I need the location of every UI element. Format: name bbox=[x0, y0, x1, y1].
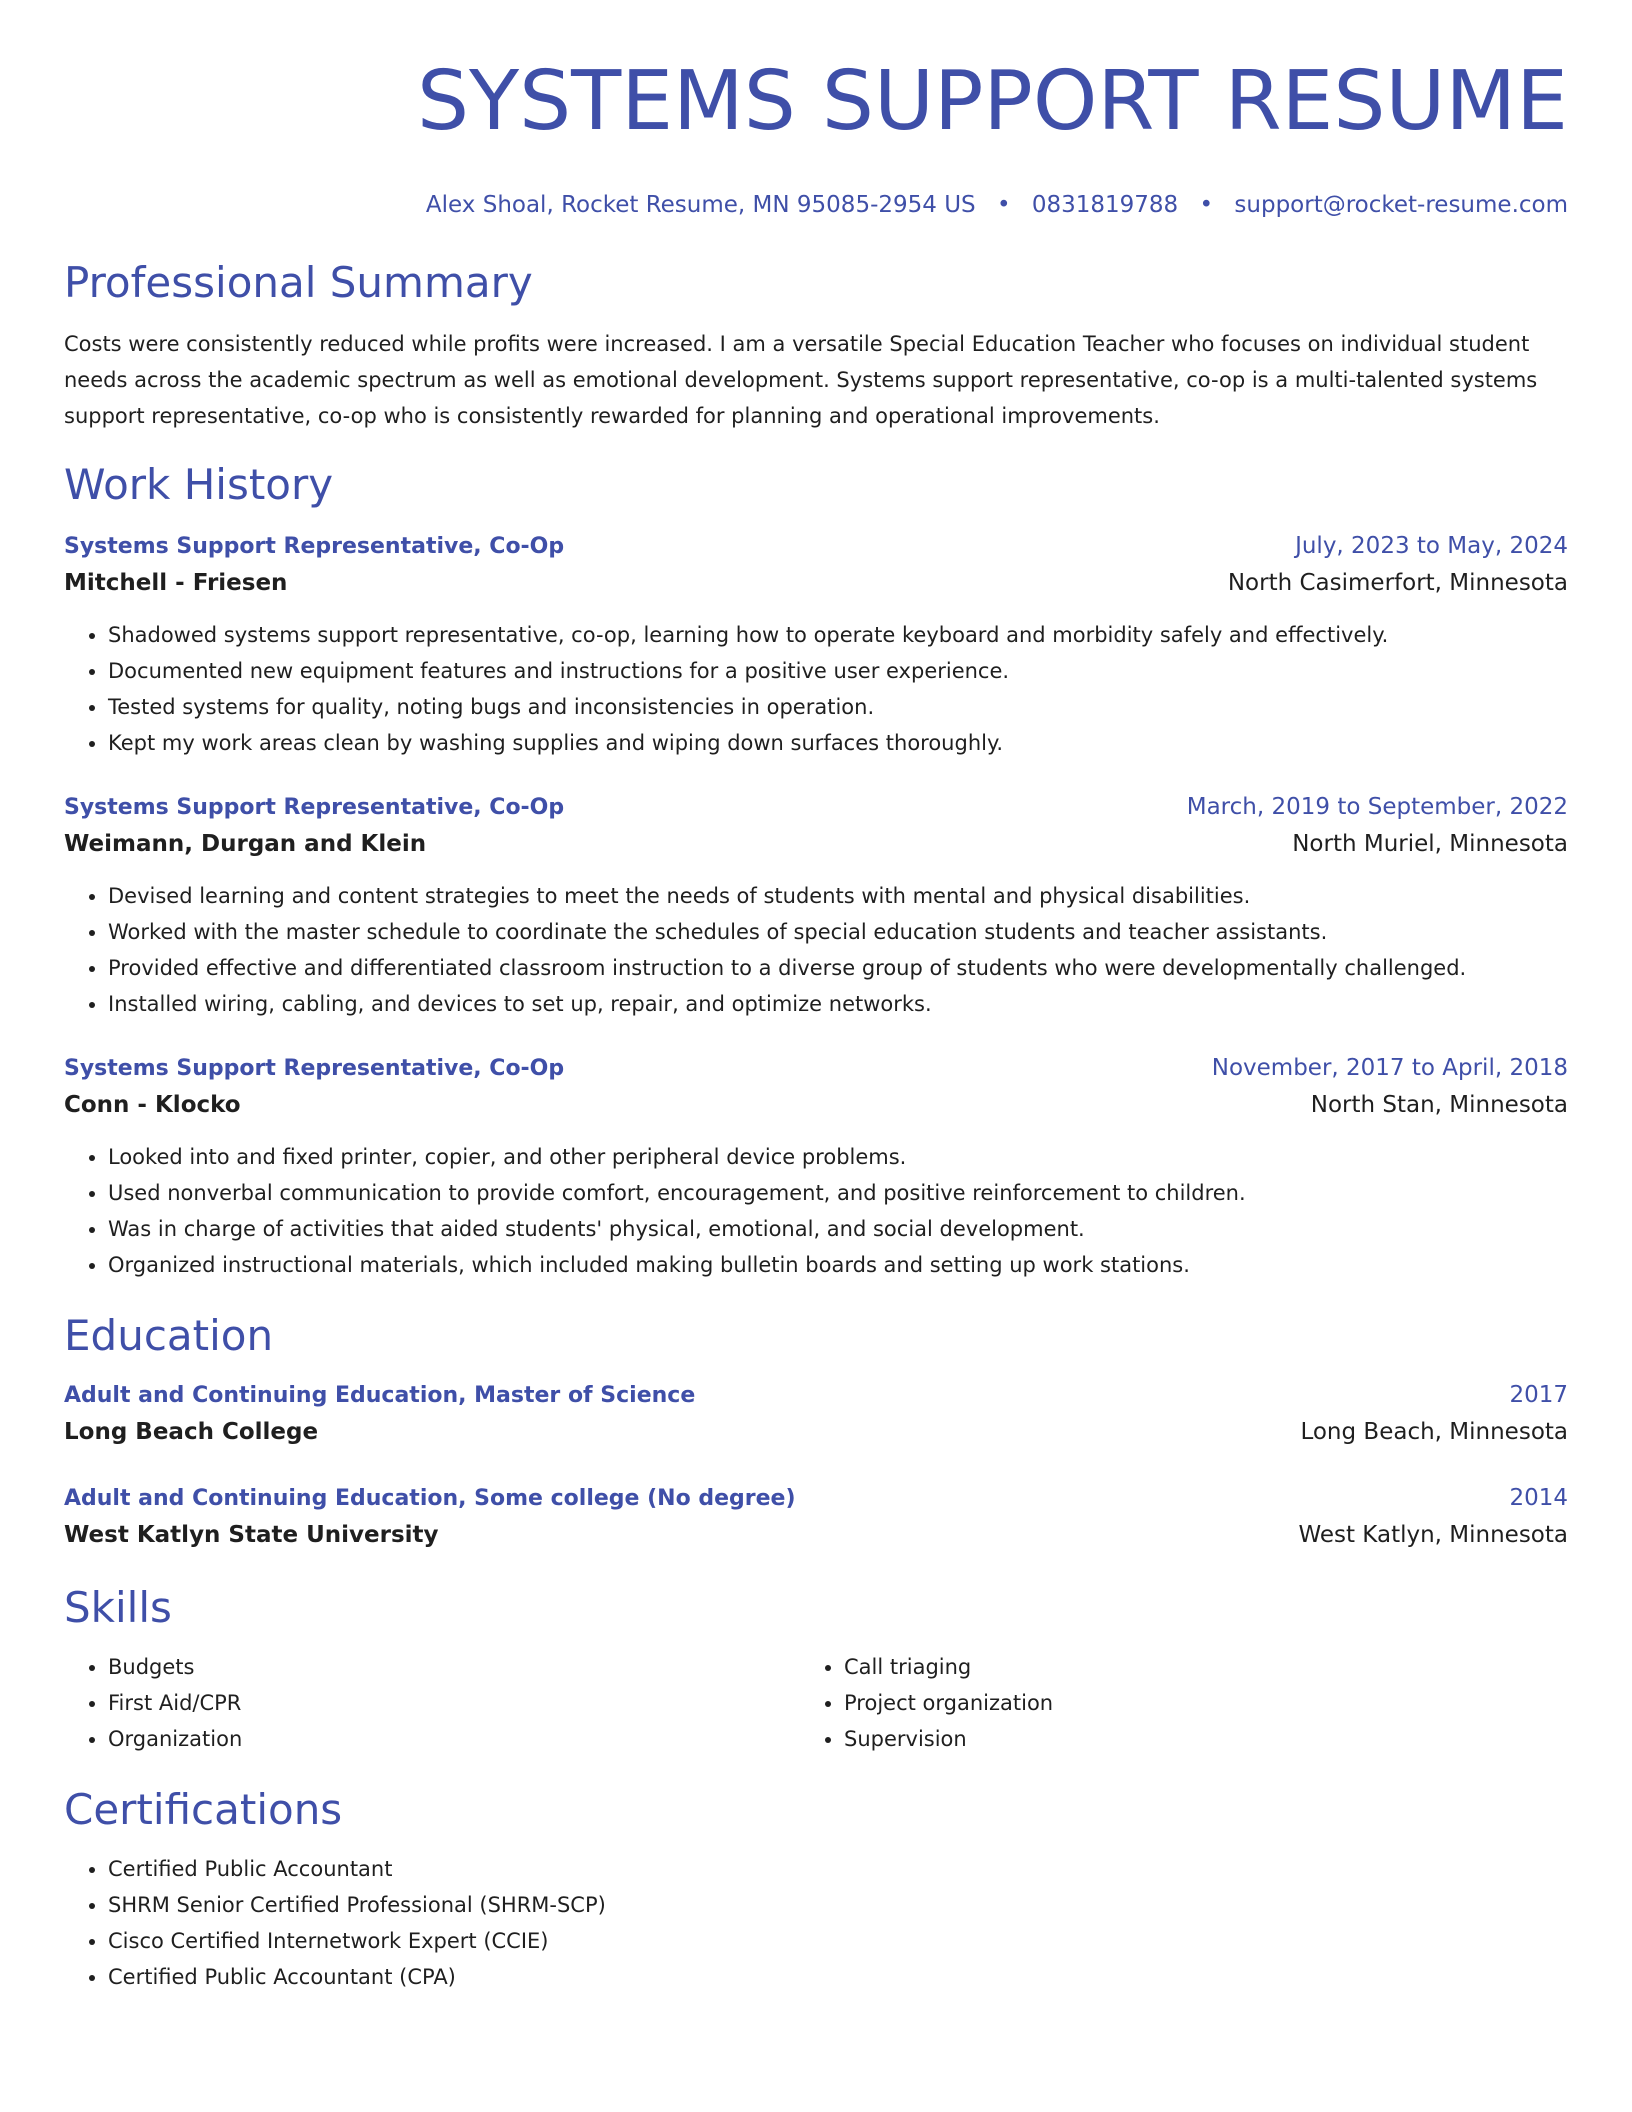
job-company: Mitchell - Friesen bbox=[64, 570, 288, 596]
education-school: Long Beach College bbox=[64, 1419, 319, 1445]
job-header-row bbox=[64, 1052, 1568, 1085]
skill-item: • Supervision bbox=[844, 1721, 1536, 1757]
job-bullet: • Documented new equipment features and instructions for a positive user experience. bbox=[108, 653, 1568, 689]
skills-columns bbox=[64, 1649, 1568, 1757]
job-bullet: • Installed wiring, cabling, and devices to set up, repair, and optimize networks. bbox=[108, 986, 1568, 1022]
job-company-row bbox=[64, 824, 1568, 864]
skill-item: • Organization bbox=[108, 1721, 800, 1757]
education-entry bbox=[64, 1482, 1568, 1555]
contact-separator: • bbox=[1199, 192, 1214, 218]
job-dates: July, 2023 to May, 2024 bbox=[1295, 533, 1568, 559]
job-bullet: • Devised learning and content strategies to meet the needs of students with mental and physical disabilities. bbox=[108, 878, 1568, 914]
job-bullet: • Organized instructional materials, which included making bulletin boards and setting up work stations. bbox=[108, 1247, 1568, 1283]
skill-item: • Project organization bbox=[844, 1685, 1536, 1721]
job-header-row bbox=[64, 530, 1568, 563]
certification-item: • SHRM Senior Certified Professional (SHRM-SCP) bbox=[108, 1887, 1568, 1923]
job-title: Systems Support Representative, Co-Op bbox=[64, 1056, 565, 1081]
job-entry bbox=[64, 791, 1568, 1022]
contact-address: Alex Shoal, Rocket Resume, MN 95085-2954 US bbox=[425, 192, 976, 218]
job-bullets bbox=[64, 1139, 1568, 1283]
certification-item: • Certified Public Accountant (CPA) bbox=[108, 1959, 1568, 1995]
contact-separator: • bbox=[996, 192, 1011, 218]
skill-item: • Budgets bbox=[108, 1649, 800, 1685]
education-school-row bbox=[64, 1515, 1568, 1555]
certifications-list bbox=[64, 1851, 1568, 1995]
education-degree: Adult and Continuing Education, Some college (No degree) bbox=[64, 1486, 796, 1511]
job-company-row bbox=[64, 563, 1568, 603]
job-bullet: • Worked with the master schedule to coordinate the schedules of special education students and teacher assistants. bbox=[108, 914, 1568, 950]
job-bullet: • Used nonverbal communication to provide comfort, encouragement, and positive reinforcement to children. bbox=[108, 1175, 1568, 1211]
summary-text: Costs were consistently reduced while profits were increased. I am a versatile Special Education Teacher who focuses on individual student needs across the academic spectrum as well as emotional development. Systems support representative, co-op is a multi-talented systems support representative, co-op who is consistently rewarded for planning and operational improvements. bbox=[64, 332, 1538, 428]
job-company-row bbox=[64, 1085, 1568, 1125]
summary-heading: Professional Summary bbox=[64, 258, 533, 307]
education-location: West Katlyn, Minnesota bbox=[1298, 1522, 1568, 1548]
work-history-heading: Work History bbox=[64, 460, 334, 509]
skills-column-left bbox=[64, 1649, 800, 1757]
job-location: North Muriel, Minnesota bbox=[1292, 831, 1568, 857]
education-entry bbox=[64, 1379, 1568, 1452]
job-bullet: • Shadowed systems support representative, co-op, learning how to operate keyboard and morbidity safely and effectively. bbox=[108, 617, 1568, 653]
education-degree: Adult and Continuing Education, Master of Science bbox=[64, 1383, 696, 1408]
job-company: Weimann, Durgan and Klein bbox=[64, 831, 427, 857]
resume-title: SYSTEMS SUPPORT RESUME bbox=[416, 54, 1568, 149]
certifications-heading: Certifications bbox=[64, 1785, 343, 1834]
skill-item: • First Aid/CPR bbox=[108, 1685, 800, 1721]
job-dates: March, 2019 to September, 2022 bbox=[1186, 794, 1568, 820]
education-location: Long Beach, Minnesota bbox=[1300, 1419, 1568, 1445]
job-company: Conn - Klocko bbox=[64, 1092, 241, 1118]
skills-heading: Skills bbox=[64, 1583, 172, 1632]
skills-column-right bbox=[800, 1649, 1536, 1757]
job-dates: November, 2017 to April, 2018 bbox=[1211, 1055, 1568, 1081]
contact-email: support@rocket-resume.com bbox=[1234, 192, 1568, 218]
job-location: North Stan, Minnesota bbox=[1310, 1092, 1568, 1118]
job-bullet: • Looked into and fixed printer, copier, and other peripheral device problems. bbox=[108, 1139, 1568, 1175]
certification-item: • Certified Public Accountant bbox=[108, 1851, 1568, 1887]
education-year: 2017 bbox=[1509, 1382, 1568, 1408]
job-entry bbox=[64, 1052, 1568, 1283]
job-bullets bbox=[64, 617, 1568, 761]
job-location: North Casimerfort, Minnesota bbox=[1227, 570, 1568, 596]
job-bullets bbox=[64, 878, 1568, 1022]
skill-item: • Call triaging bbox=[844, 1649, 1536, 1685]
education-header-row bbox=[64, 1482, 1568, 1515]
education-school: West Katlyn State University bbox=[64, 1522, 439, 1548]
education-school-row bbox=[64, 1412, 1568, 1452]
job-header-row bbox=[64, 791, 1568, 824]
job-title: Systems Support Representative, Co-Op bbox=[64, 534, 565, 559]
skills-list bbox=[800, 1649, 1536, 1757]
job-title: Systems Support Representative, Co-Op bbox=[64, 795, 565, 820]
certification-item: • Cisco Certified Internetwork Expert (CCIE) bbox=[108, 1923, 1568, 1959]
education-header-row bbox=[64, 1379, 1568, 1412]
education-heading: Education bbox=[64, 1311, 274, 1360]
job-bullet: • Was in charge of activities that aided students' physical, emotional, and social development. bbox=[108, 1211, 1568, 1247]
skills-list bbox=[64, 1649, 800, 1757]
contact-phone: 0831819788 bbox=[1031, 192, 1179, 218]
job-bullet: • Provided effective and differentiated classroom instruction to a diverse group of students who were developmentally challenged. bbox=[108, 950, 1568, 986]
education-year: 2014 bbox=[1509, 1485, 1568, 1511]
contact-line bbox=[64, 190, 1568, 220]
job-bullet: • Kept my work areas clean by washing supplies and wiping down surfaces thoroughly. bbox=[108, 725, 1568, 761]
job-bullet: • Tested systems for quality, noting bugs and inconsistencies in operation. bbox=[108, 689, 1568, 725]
job-entry bbox=[64, 530, 1568, 761]
